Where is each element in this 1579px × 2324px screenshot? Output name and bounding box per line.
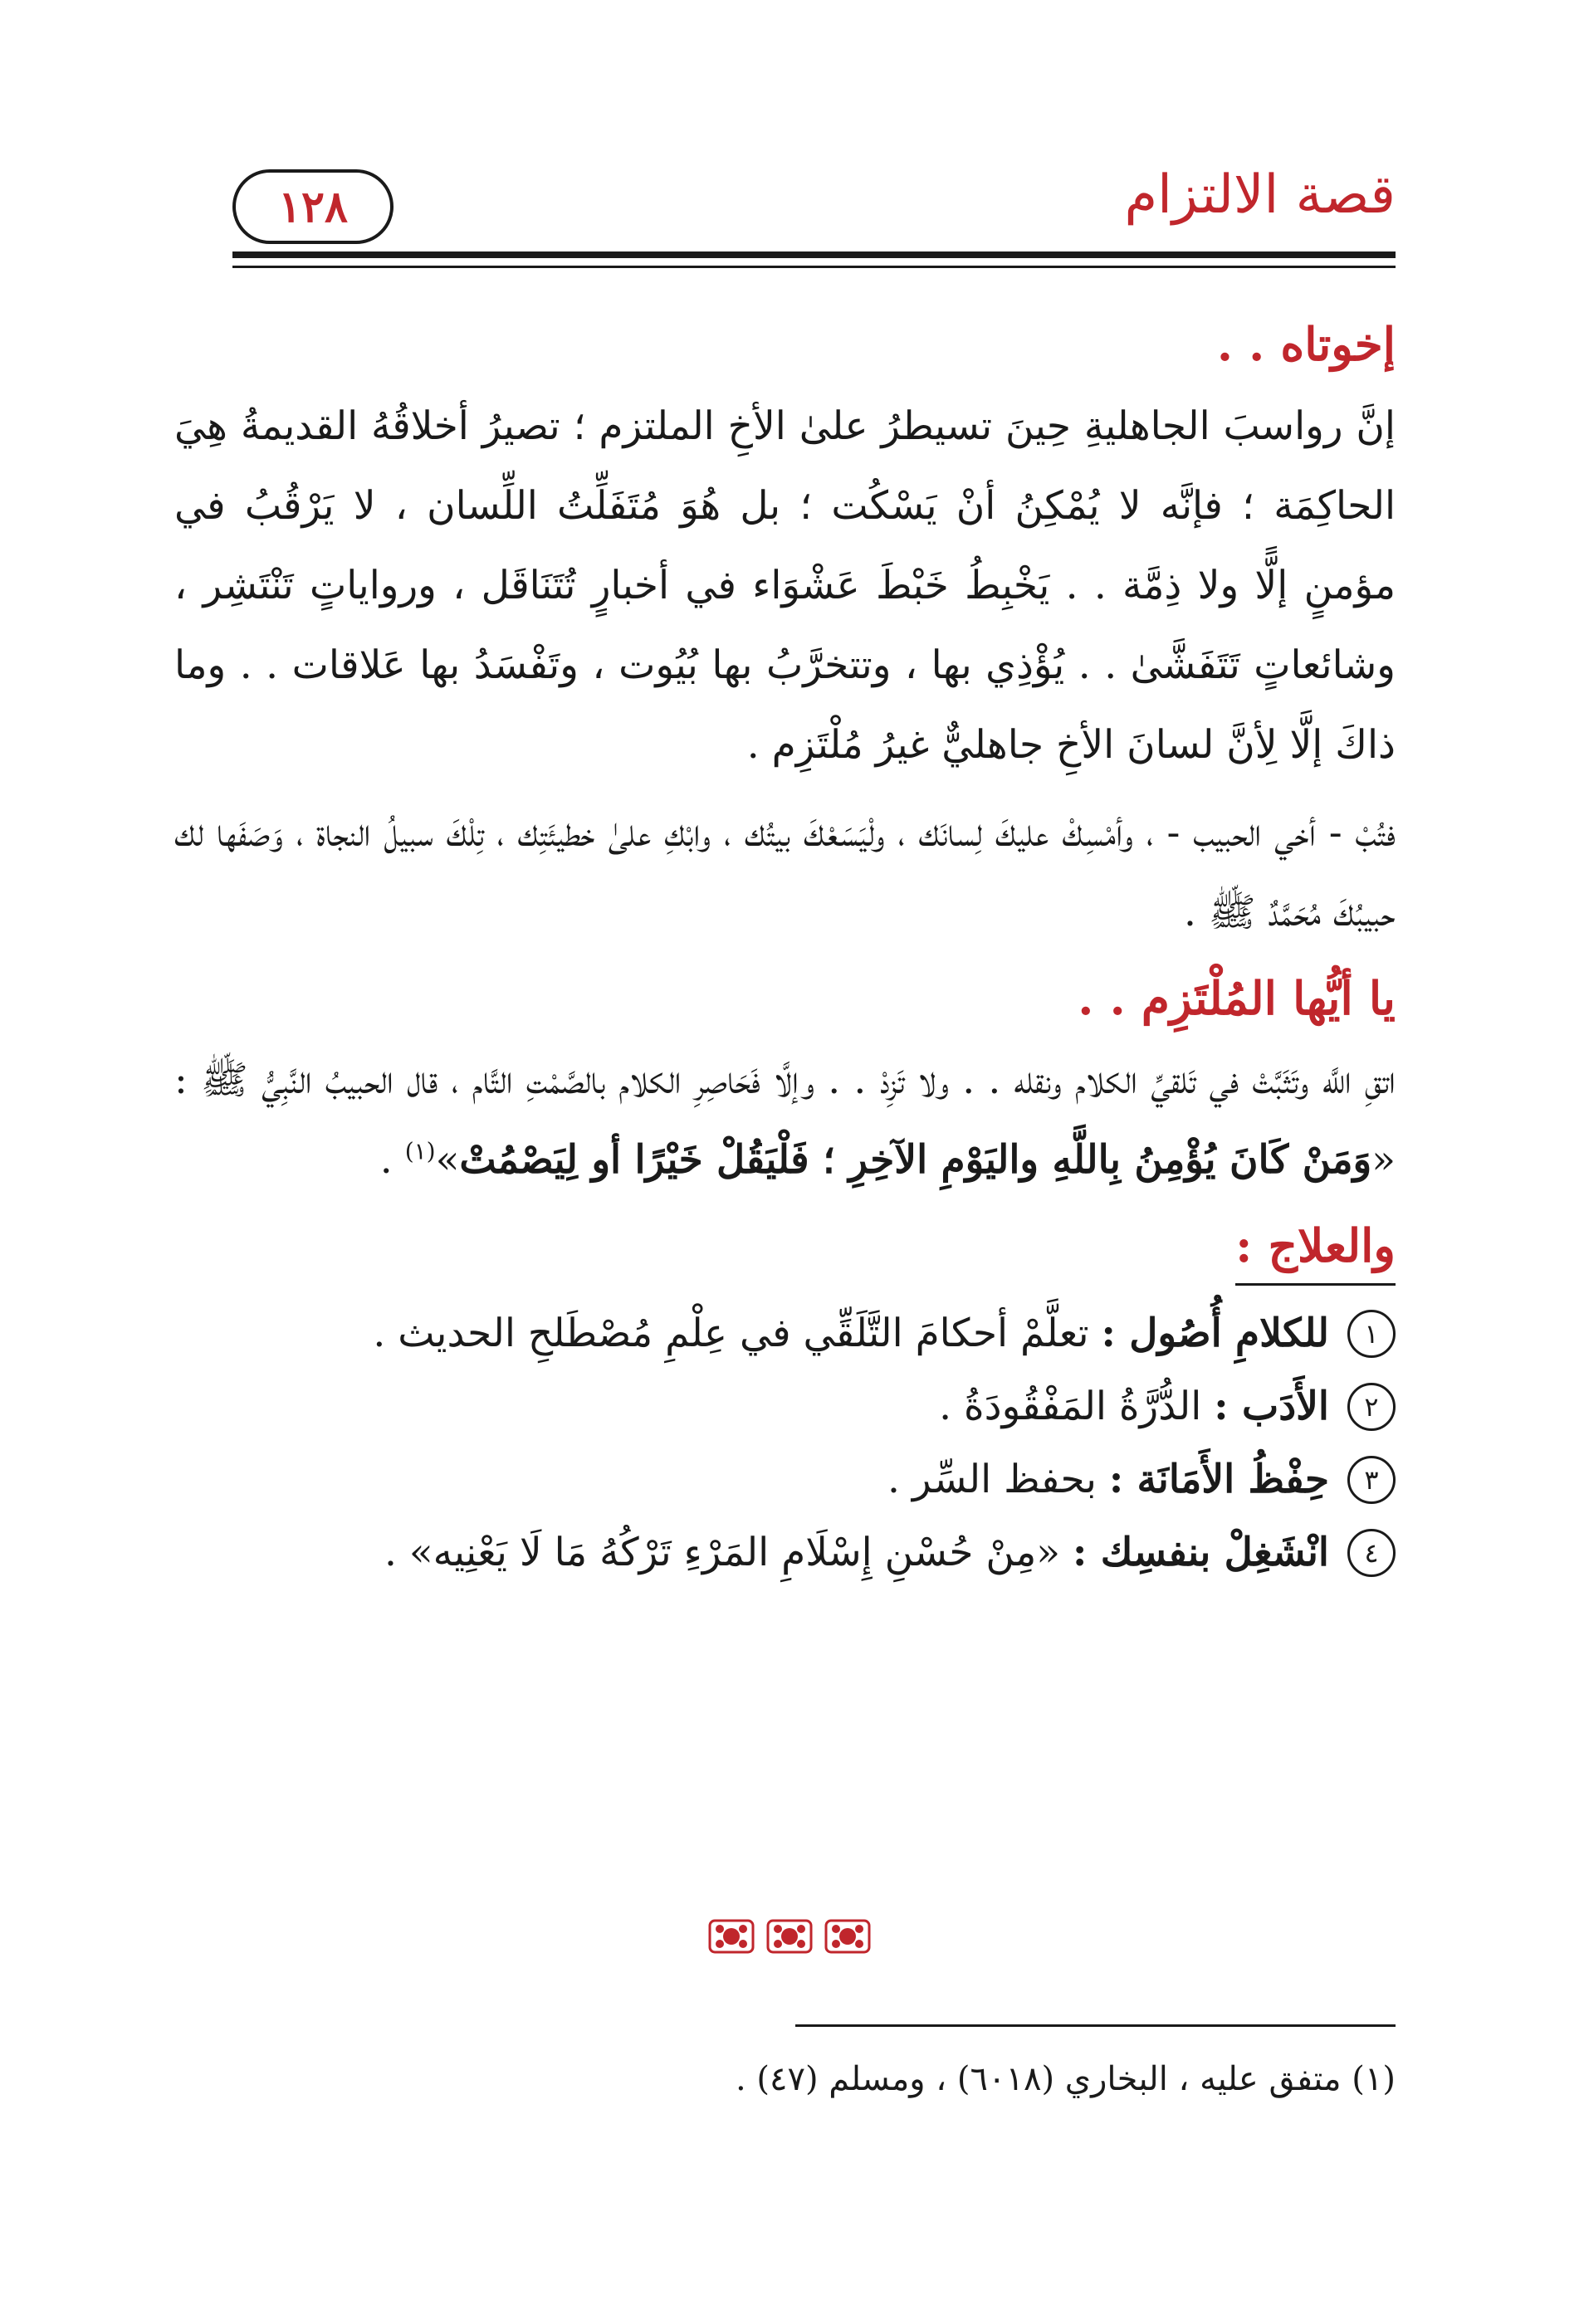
item-number: ١ [1347, 1310, 1396, 1358]
paragraph-text: اتقِ اللَّه وتَثَبَّتْ في تَلقيِّ الكلام ونقله . . ولا تَزِدْ . . وإلَّا فَحَاصِرِ الكلام بالصَّمْتِ التَّام ، قال الحبيبُ النَّبِيُّ ﷺ : « [174, 1057, 1396, 1183]
remedy-list [174, 1297, 1396, 1589]
list-item [174, 1443, 1396, 1516]
paragraph-end: . [379, 1137, 405, 1183]
hadith-quote: وَمَنْ كَانَ يُؤْمِنُ بِاللَّهِ واليَوْمِ الآخِرِ ؛ فَلْيَقُلْ خَيْرًا أو لِيَصْمُتْ [459, 1137, 1372, 1183]
item-number: ٤ [1347, 1529, 1396, 1577]
section-heading-brothers [174, 307, 1396, 382]
footnote-reference[interactable]: (١) [404, 1137, 436, 1165]
page-number-badge: ١٢٨ [232, 169, 394, 244]
floral-ornament-icon [708, 1917, 755, 1955]
chapter-title: قصة الالتزام [1124, 164, 1396, 226]
header-rule-thin [232, 266, 1396, 268]
section-end-ornament [0, 1917, 1579, 1955]
item-number: ٢ [1347, 1383, 1396, 1431]
floral-ornament-icon [824, 1917, 871, 1955]
footnote-separator [795, 2024, 1396, 2027]
item-text: «مِنْ حُسْنِ إِسْلَامِ المَرْءِ تَرْكُهُ مَا لَا يَعْنِيه» . [384, 1530, 1073, 1575]
list-item [174, 1297, 1396, 1370]
item-text: تعلَّمْ أحكامَ التَّلَقِّي في عِلْمِ مُصْطَلحِ الحديث . [373, 1311, 1102, 1356]
item-title: حِفْظُ الأَمَانَة : [1108, 1457, 1329, 1502]
page-header [232, 163, 1396, 262]
item-number: ٣ [1347, 1456, 1396, 1504]
item-title: للكلامِ أُصُول : [1101, 1311, 1329, 1356]
item-title: الأَدَب : [1214, 1384, 1329, 1429]
header-rule-thick [232, 251, 1396, 258]
heading-text: يا أيُّها المُلْتَزِم . . [1078, 971, 1396, 1025]
item-title: انْشَغِلْ بنفسِك : [1073, 1530, 1329, 1575]
paragraph-with-hadith [174, 1041, 1396, 1200]
section-heading-remedy [174, 1208, 1396, 1286]
paragraph: إنَّ رواسبَ الجاهليةِ حِينَ تسيطرُ علىٰ الأخِ الملتزم ؛ تصيرُ أخلاقُهُ القديمةُ هِيَ الحاكِمَة ؛ فإنَّه لا يُمْكِنُ أنْ يَسْكُت ؛ بل هُوَ مُتَفَلِّتُ اللِّسان ، لا يَرْقُبُ في مؤمنٍ إلًّا ولا ذِمَّة . . يَخْبِطُ خَبْطَ عَشْوَاء في أخبارٍ تُتَنَاقَل ، ورواياتٍ تَنْتَشِر ، وشائعاتٍ تَتَفَشَّىٰ . . يُؤْذِي بها ، وتتخرَّبُ بها بُيُوت ، وتَفْسَدُ بها عَلاقات . . وما ذاكَ إلَّا لِأنَّ لسانَ الأخِ جاهليٌّ غيرُ مُلْتَزِم . [174, 403, 1396, 768]
section-heading-committed [174, 961, 1396, 1036]
item-text: الدُّرَّةُ المَفْقُودَةُ . [939, 1384, 1215, 1429]
quote-close: » [435, 1137, 460, 1183]
floral-ornament-icon [766, 1917, 813, 1955]
list-item [174, 1370, 1396, 1443]
footnote: (١) متفق عليه ، البخاري (٦٠١٨) ، ومسلم (٤٧) . [735, 2060, 1396, 2098]
list-item [174, 1516, 1396, 1589]
paragraph: فتُبْ - أخي الحبيب - ، وأمْسِكْ عليكَ لِسانَك ، ولْيَسَعْكَ بيتُك ، وابْكِ علىٰ خطيئَتِك ، تِلْكَ سبيلُ النجاة ، وَصَفَها لك حبيبُكَ مُحَمَّدٌ ﷺ . [174, 810, 1396, 935]
item-text: بحفظ السِّر . [887, 1457, 1109, 1502]
heading-text: إخوتاه . . [1216, 317, 1396, 371]
heading-text: والعلاج : [1235, 1208, 1396, 1286]
page-body [174, 299, 1396, 1589]
